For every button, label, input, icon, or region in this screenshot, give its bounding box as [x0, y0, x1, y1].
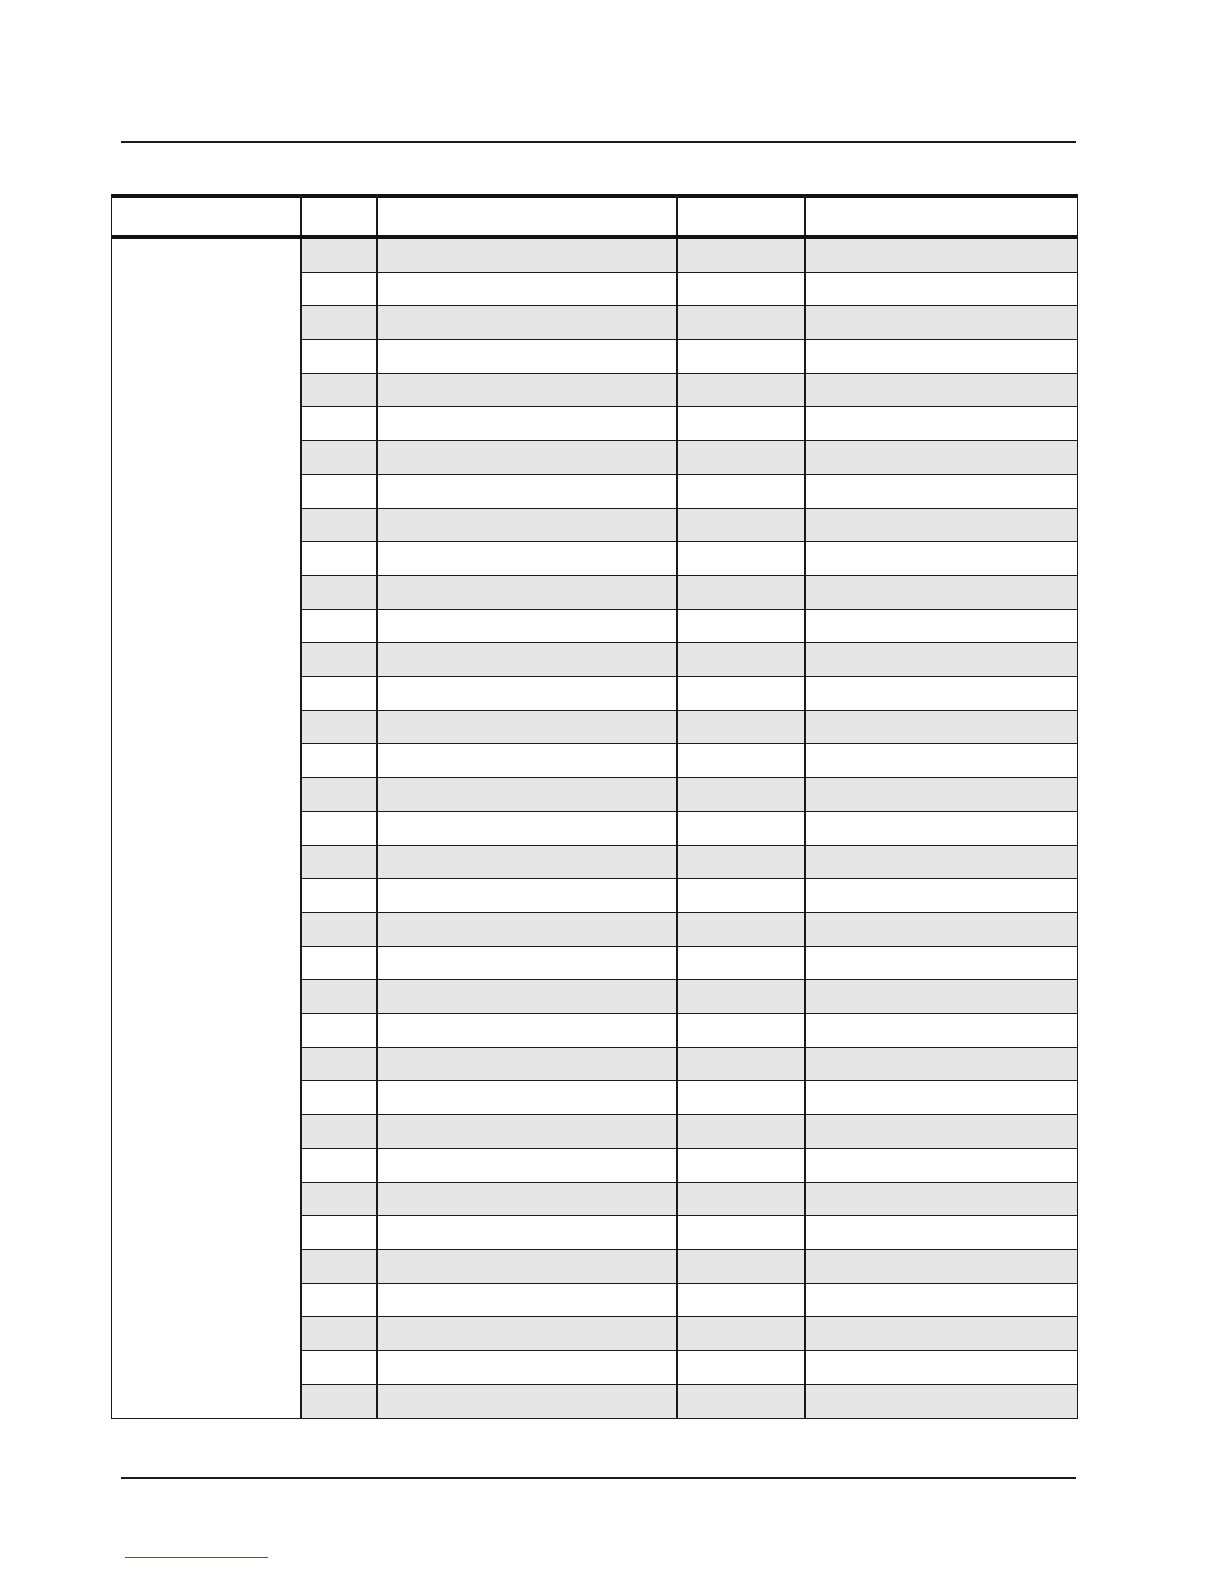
table-cell	[376, 879, 676, 912]
table-cell	[676, 1115, 804, 1148]
table-cell	[804, 374, 1077, 407]
table-cell	[300, 913, 376, 946]
table-cell	[804, 1183, 1077, 1216]
table-cell	[300, 610, 376, 643]
table-cell	[300, 576, 376, 609]
table-cell	[804, 1351, 1077, 1384]
column-divider-2	[376, 194, 378, 1418]
table-cell	[376, 1351, 676, 1384]
table-cell	[300, 1317, 376, 1350]
table-cell	[300, 643, 376, 676]
table-cell	[804, 846, 1077, 879]
table-cell	[376, 643, 676, 676]
table-row	[300, 1317, 1077, 1351]
table-cell	[804, 947, 1077, 980]
data-table	[111, 194, 1078, 1419]
table-cell	[804, 340, 1077, 373]
table-row	[300, 610, 1077, 644]
table-cell	[300, 947, 376, 980]
table-cell	[676, 1048, 804, 1081]
table-cell	[676, 711, 804, 744]
table-cell	[376, 542, 676, 575]
table-row	[300, 374, 1077, 408]
table-cell	[676, 913, 804, 946]
table-cell	[676, 273, 804, 306]
table-row	[300, 711, 1077, 745]
table-row	[300, 1149, 1077, 1183]
table-cell	[804, 1115, 1077, 1148]
table-cell	[676, 374, 804, 407]
table-row	[300, 475, 1077, 509]
table-row	[300, 1351, 1077, 1385]
table-cell	[804, 677, 1077, 710]
table-cell	[376, 677, 676, 710]
table-cell	[804, 542, 1077, 575]
table-cell	[300, 846, 376, 879]
table-cell	[300, 1115, 376, 1148]
table-row	[300, 509, 1077, 543]
table-cell	[804, 1385, 1077, 1419]
table-cell	[376, 475, 676, 508]
column-header-4	[676, 198, 804, 239]
table-cell	[804, 913, 1077, 946]
table-cell	[676, 542, 804, 575]
table-cell	[676, 340, 804, 373]
table-header-border	[112, 235, 1077, 239]
table-cell	[376, 1317, 676, 1350]
table-cell	[676, 1014, 804, 1047]
table-cell	[804, 711, 1077, 744]
table-row	[300, 1014, 1077, 1048]
table-cell	[676, 812, 804, 845]
table-cell	[676, 846, 804, 879]
group-label-cell	[112, 239, 300, 1418]
table-row	[300, 643, 1077, 677]
table-row	[300, 879, 1077, 913]
table-cell	[300, 745, 376, 778]
table-cell	[676, 306, 804, 339]
table-cell	[804, 643, 1077, 676]
table-cell	[676, 879, 804, 912]
table-row	[300, 846, 1077, 880]
table-cell	[300, 711, 376, 744]
footer-link-underline[interactable]	[125, 1557, 268, 1558]
table-row	[300, 306, 1077, 340]
table-cell	[804, 980, 1077, 1013]
table-row	[300, 1115, 1077, 1149]
table-cell	[376, 913, 676, 946]
table-row	[300, 980, 1077, 1014]
table-cell	[376, 980, 676, 1013]
table-row	[300, 1250, 1077, 1284]
table-row	[300, 1048, 1077, 1082]
table-cell	[300, 1014, 376, 1047]
table-row	[300, 239, 1077, 273]
table-cell	[676, 239, 804, 272]
table-cell	[300, 812, 376, 845]
table-cell	[300, 441, 376, 474]
table-cell	[804, 1014, 1077, 1047]
table-cell	[376, 745, 676, 778]
table-cell	[804, 408, 1077, 441]
table-cell	[376, 374, 676, 407]
table-cell	[300, 408, 376, 441]
table-cell	[804, 812, 1077, 845]
table-row	[300, 913, 1077, 947]
column-divider-1	[300, 194, 302, 1418]
table-cell	[804, 1317, 1077, 1350]
table-cell	[300, 1351, 376, 1384]
table-cell	[300, 273, 376, 306]
table-cell	[804, 441, 1077, 474]
table-cell	[676, 1183, 804, 1216]
table-cell	[804, 1216, 1077, 1249]
table-cell	[376, 947, 676, 980]
table-cell	[804, 306, 1077, 339]
table-cell	[804, 239, 1077, 272]
table-cell	[676, 509, 804, 542]
table-row	[300, 677, 1077, 711]
table-cell	[676, 1385, 804, 1419]
table-row	[300, 273, 1077, 307]
table-cell	[376, 441, 676, 474]
table-header-row	[112, 198, 1077, 239]
table-row	[300, 1216, 1077, 1250]
table-cell	[376, 846, 676, 879]
table-cell	[300, 980, 376, 1013]
table-cell	[376, 812, 676, 845]
table-cell	[300, 677, 376, 710]
table-cell	[300, 1385, 376, 1419]
table-cell	[300, 340, 376, 373]
table-cell	[376, 408, 676, 441]
table-cell	[376, 711, 676, 744]
table-cell	[300, 778, 376, 811]
table-cell	[376, 778, 676, 811]
table-cell	[300, 1250, 376, 1283]
table-cell	[300, 1048, 376, 1081]
table-cell	[676, 947, 804, 980]
table-row	[300, 340, 1077, 374]
table-cell	[376, 1250, 676, 1283]
column-divider-3	[676, 194, 678, 1418]
column-header-1	[112, 198, 300, 239]
column-header-3	[376, 198, 676, 239]
table-cell	[676, 1317, 804, 1350]
table-cell	[676, 778, 804, 811]
table-cell	[676, 475, 804, 508]
table-cell	[804, 1149, 1077, 1182]
table-row	[300, 745, 1077, 779]
table-cell	[804, 745, 1077, 778]
table-row	[300, 1284, 1077, 1318]
table-cell	[300, 1183, 376, 1216]
table-cell	[376, 576, 676, 609]
table-cell	[676, 1149, 804, 1182]
table-cell	[376, 306, 676, 339]
table-cell	[300, 509, 376, 542]
table-cell	[804, 1048, 1077, 1081]
column-header-5	[804, 198, 1077, 239]
table-cell	[376, 1385, 676, 1419]
table-cell	[376, 509, 676, 542]
table-cell	[376, 1149, 676, 1182]
table-cell	[300, 1149, 376, 1182]
table-cell	[300, 475, 376, 508]
table-row	[300, 947, 1077, 981]
table-cell	[804, 273, 1077, 306]
table-cell	[376, 1183, 676, 1216]
table-cell	[300, 879, 376, 912]
table-cell	[676, 1250, 804, 1283]
table-cell	[676, 980, 804, 1013]
table-cell	[804, 509, 1077, 542]
table-cell	[376, 1014, 676, 1047]
table-row	[300, 576, 1077, 610]
table-row	[300, 778, 1077, 812]
table-row	[300, 1385, 1077, 1419]
table-cell	[804, 1082, 1077, 1115]
table-cell	[676, 408, 804, 441]
table-cell	[376, 1284, 676, 1317]
table-row	[300, 408, 1077, 442]
column-header-2	[300, 198, 376, 239]
table-row	[300, 542, 1077, 576]
table-cell	[300, 542, 376, 575]
table-cell	[804, 610, 1077, 643]
table-cell	[676, 1082, 804, 1115]
table-cell	[676, 610, 804, 643]
header-rule	[121, 141, 1076, 143]
table-cell	[676, 745, 804, 778]
table-cell	[804, 1250, 1077, 1283]
table-cell	[804, 778, 1077, 811]
table-cell	[804, 576, 1077, 609]
table-cell	[300, 1082, 376, 1115]
table-cell	[676, 441, 804, 474]
table-cell	[376, 610, 676, 643]
table-cell	[676, 576, 804, 609]
table-cell	[376, 1216, 676, 1249]
table-cell	[376, 273, 676, 306]
table-cell	[676, 1351, 804, 1384]
table-cell	[300, 239, 376, 272]
table-cell	[376, 239, 676, 272]
table-cell	[300, 1216, 376, 1249]
column-divider-4	[804, 194, 806, 1418]
table-body	[300, 239, 1077, 1418]
table-cell	[676, 1284, 804, 1317]
table-cell	[376, 1082, 676, 1115]
table-row	[300, 441, 1077, 475]
table-row	[300, 812, 1077, 846]
table-cell	[376, 340, 676, 373]
table-row	[300, 1082, 1077, 1116]
table-cell	[300, 1284, 376, 1317]
table-cell	[376, 1048, 676, 1081]
footer-rule	[121, 1477, 1076, 1479]
table-cell	[804, 475, 1077, 508]
table-cell	[804, 1284, 1077, 1317]
table-cell	[676, 643, 804, 676]
table-cell	[300, 374, 376, 407]
table-cell	[676, 1216, 804, 1249]
table-cell	[804, 879, 1077, 912]
table-cell	[676, 677, 804, 710]
table-row	[300, 1183, 1077, 1217]
table-cell	[376, 1115, 676, 1148]
table-cell	[300, 306, 376, 339]
